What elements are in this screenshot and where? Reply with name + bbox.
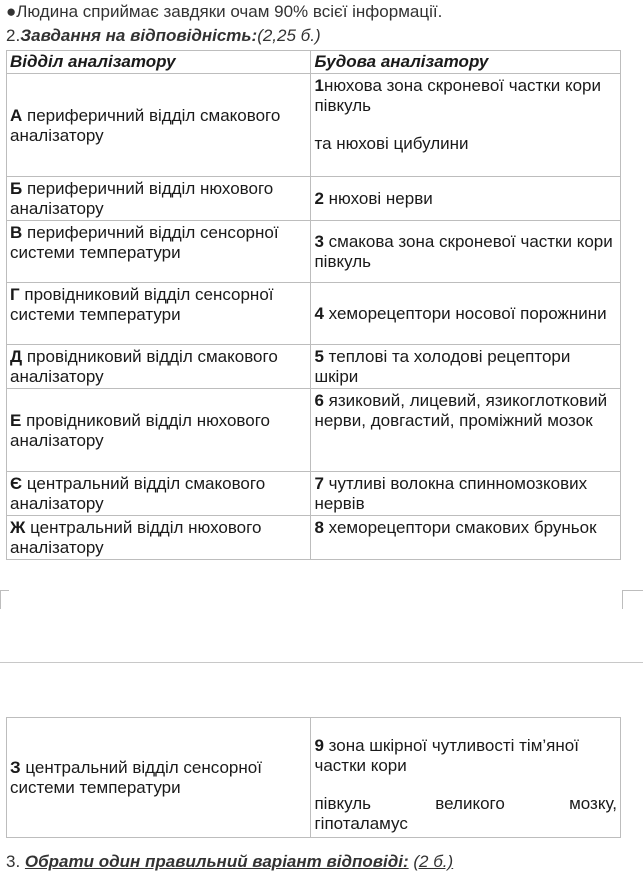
- cell-right: 8 хеморецептори смакових бруньок: [311, 516, 621, 560]
- cell-left: В периферичний відділ сенсорної системи температури: [7, 221, 311, 283]
- task3-title: Обрати один правильний варіант відповіді:: [24, 852, 409, 871]
- cell-right: 7 чутливі волокна спинномозкових нервів: [311, 472, 621, 516]
- header-department: Відділ аналізатору: [7, 51, 311, 74]
- cell-right: 9 зона шкірної чутливості тім’яної частки кори півкуль великого мозку, гіпоталамус: [311, 718, 621, 838]
- table-row: [7, 718, 621, 838]
- cell-right: 5 теплові та холодові рецептори шкіри: [311, 345, 621, 389]
- table-row: [7, 516, 621, 560]
- justified-line: півкуль великого мозку,: [314, 794, 617, 813]
- task2-points: (2,25 б.): [257, 26, 321, 45]
- table-row: [7, 389, 621, 472]
- cell-left: Д провідниковий відділ смакового аналізатору: [7, 345, 311, 389]
- header-structure: Будова аналізатору: [311, 51, 621, 74]
- cell-left: А периферичний відділ смакового аналізатору: [7, 74, 311, 177]
- task2-number: 2.: [6, 26, 21, 45]
- task3-heading: [6, 852, 453, 872]
- table-row: [7, 472, 621, 516]
- cell-left: З центральний відділ сенсорної системи температури: [7, 718, 311, 838]
- table-corner-mark-left: [0, 590, 9, 609]
- table-row: [7, 221, 621, 283]
- table-header-row: [7, 51, 621, 74]
- cell-right: 2 нюхові нерви: [311, 177, 621, 221]
- cell-right: 4 хеморецептори носової порожнини: [311, 283, 621, 345]
- cell-right: 3 смакова зона скроневої частки кори півкуль: [311, 221, 621, 283]
- cell-left: Г провідниковий відділ сенсорної системи температури: [7, 283, 311, 345]
- table-row: [7, 345, 621, 389]
- task2-heading: [6, 26, 321, 46]
- table-row: [7, 74, 621, 177]
- table-row: [7, 283, 621, 345]
- table-corner-mark-right: [622, 590, 643, 609]
- cell-left: Е провідниковий відділ нюхового аналізатору: [7, 389, 311, 472]
- cell-left: Б периферичний відділ нюхового аналізатору: [7, 177, 311, 221]
- task2-title: Завдання на відповідність:: [20, 26, 258, 45]
- table-row: [7, 177, 621, 221]
- intro-bullet-text: ●Людина сприймає завдяки очам 90% всієї інформації.: [6, 2, 443, 21]
- cell-left: Є центральний відділ смакового аналізатору: [7, 472, 311, 516]
- matching-table-continued: [6, 717, 621, 838]
- cell-right: 6 язиковий, лицевий, язикоглотковий нерви, довгастий, проміжний мозок: [311, 389, 621, 472]
- task3-number: 3.: [6, 852, 21, 871]
- cell-left: Ж центральний відділ нюхового аналізатору: [7, 516, 311, 560]
- cell-right: 1нюхова зона скроневої частки кори півкуль та нюхові цибулини: [311, 74, 621, 177]
- matching-table: [6, 50, 621, 560]
- page-break-divider: [0, 662, 643, 663]
- task3-points: (2 б.): [413, 852, 454, 871]
